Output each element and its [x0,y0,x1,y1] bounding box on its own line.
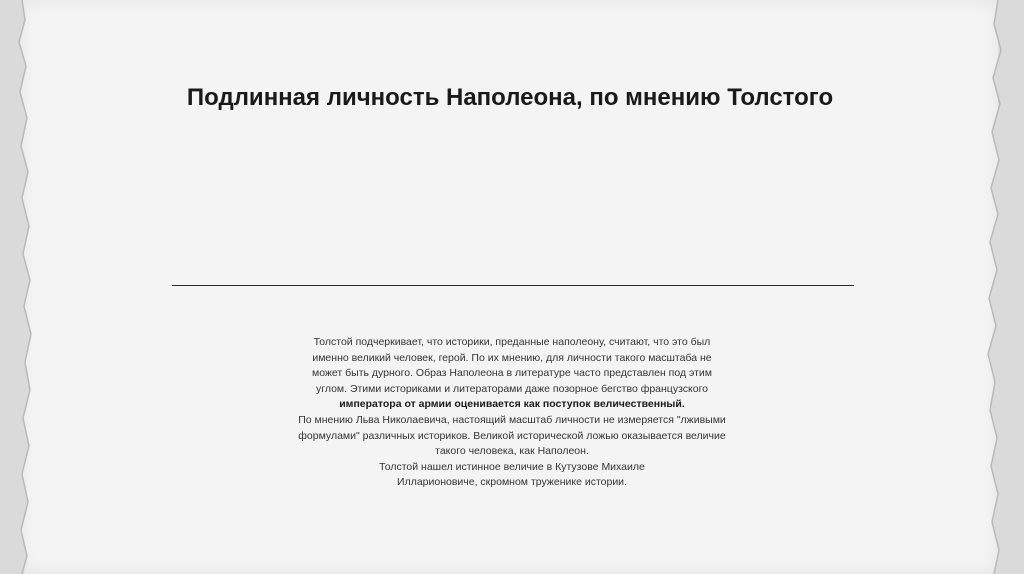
body-text [250,335,774,491]
body-line: именно великий человек, герой. По их мнению, для личности такого масштаба не [312,351,712,364]
body-line: может быть дурного. Образ Наполеона в литературе часто представлен под этим [311,367,713,380]
body-line: Толстой подчеркивает, что историки, преданные наполеону, считают, что это был [313,336,711,348]
body-line: такого человека, как Наполеон. [435,445,589,458]
body-line: Толстой нашел истинное величие в Кутузове Михаиле [379,460,645,473]
slide-title: Подлинная личность Наполеона, по мнению Толстого [186,84,834,111]
body-line-bold: императора от армии оценивается как поступок величественный. [339,398,685,411]
body-line: Илларионовиче, скромном труженике истории. [397,476,627,489]
body-line: формулами" различных историков. Великой исторической ложью оказывается величие [298,429,726,442]
torn-edge-left [0,0,34,574]
divider-line [172,285,854,286]
torn-edge-right [984,0,1024,574]
body-line: углом. Этими историками и литераторами даже позорное бегство французского [315,382,709,395]
body-line: По мнению Льва Николаевича, настоящий масштаб личности не измеряется "лживыми [298,413,726,426]
